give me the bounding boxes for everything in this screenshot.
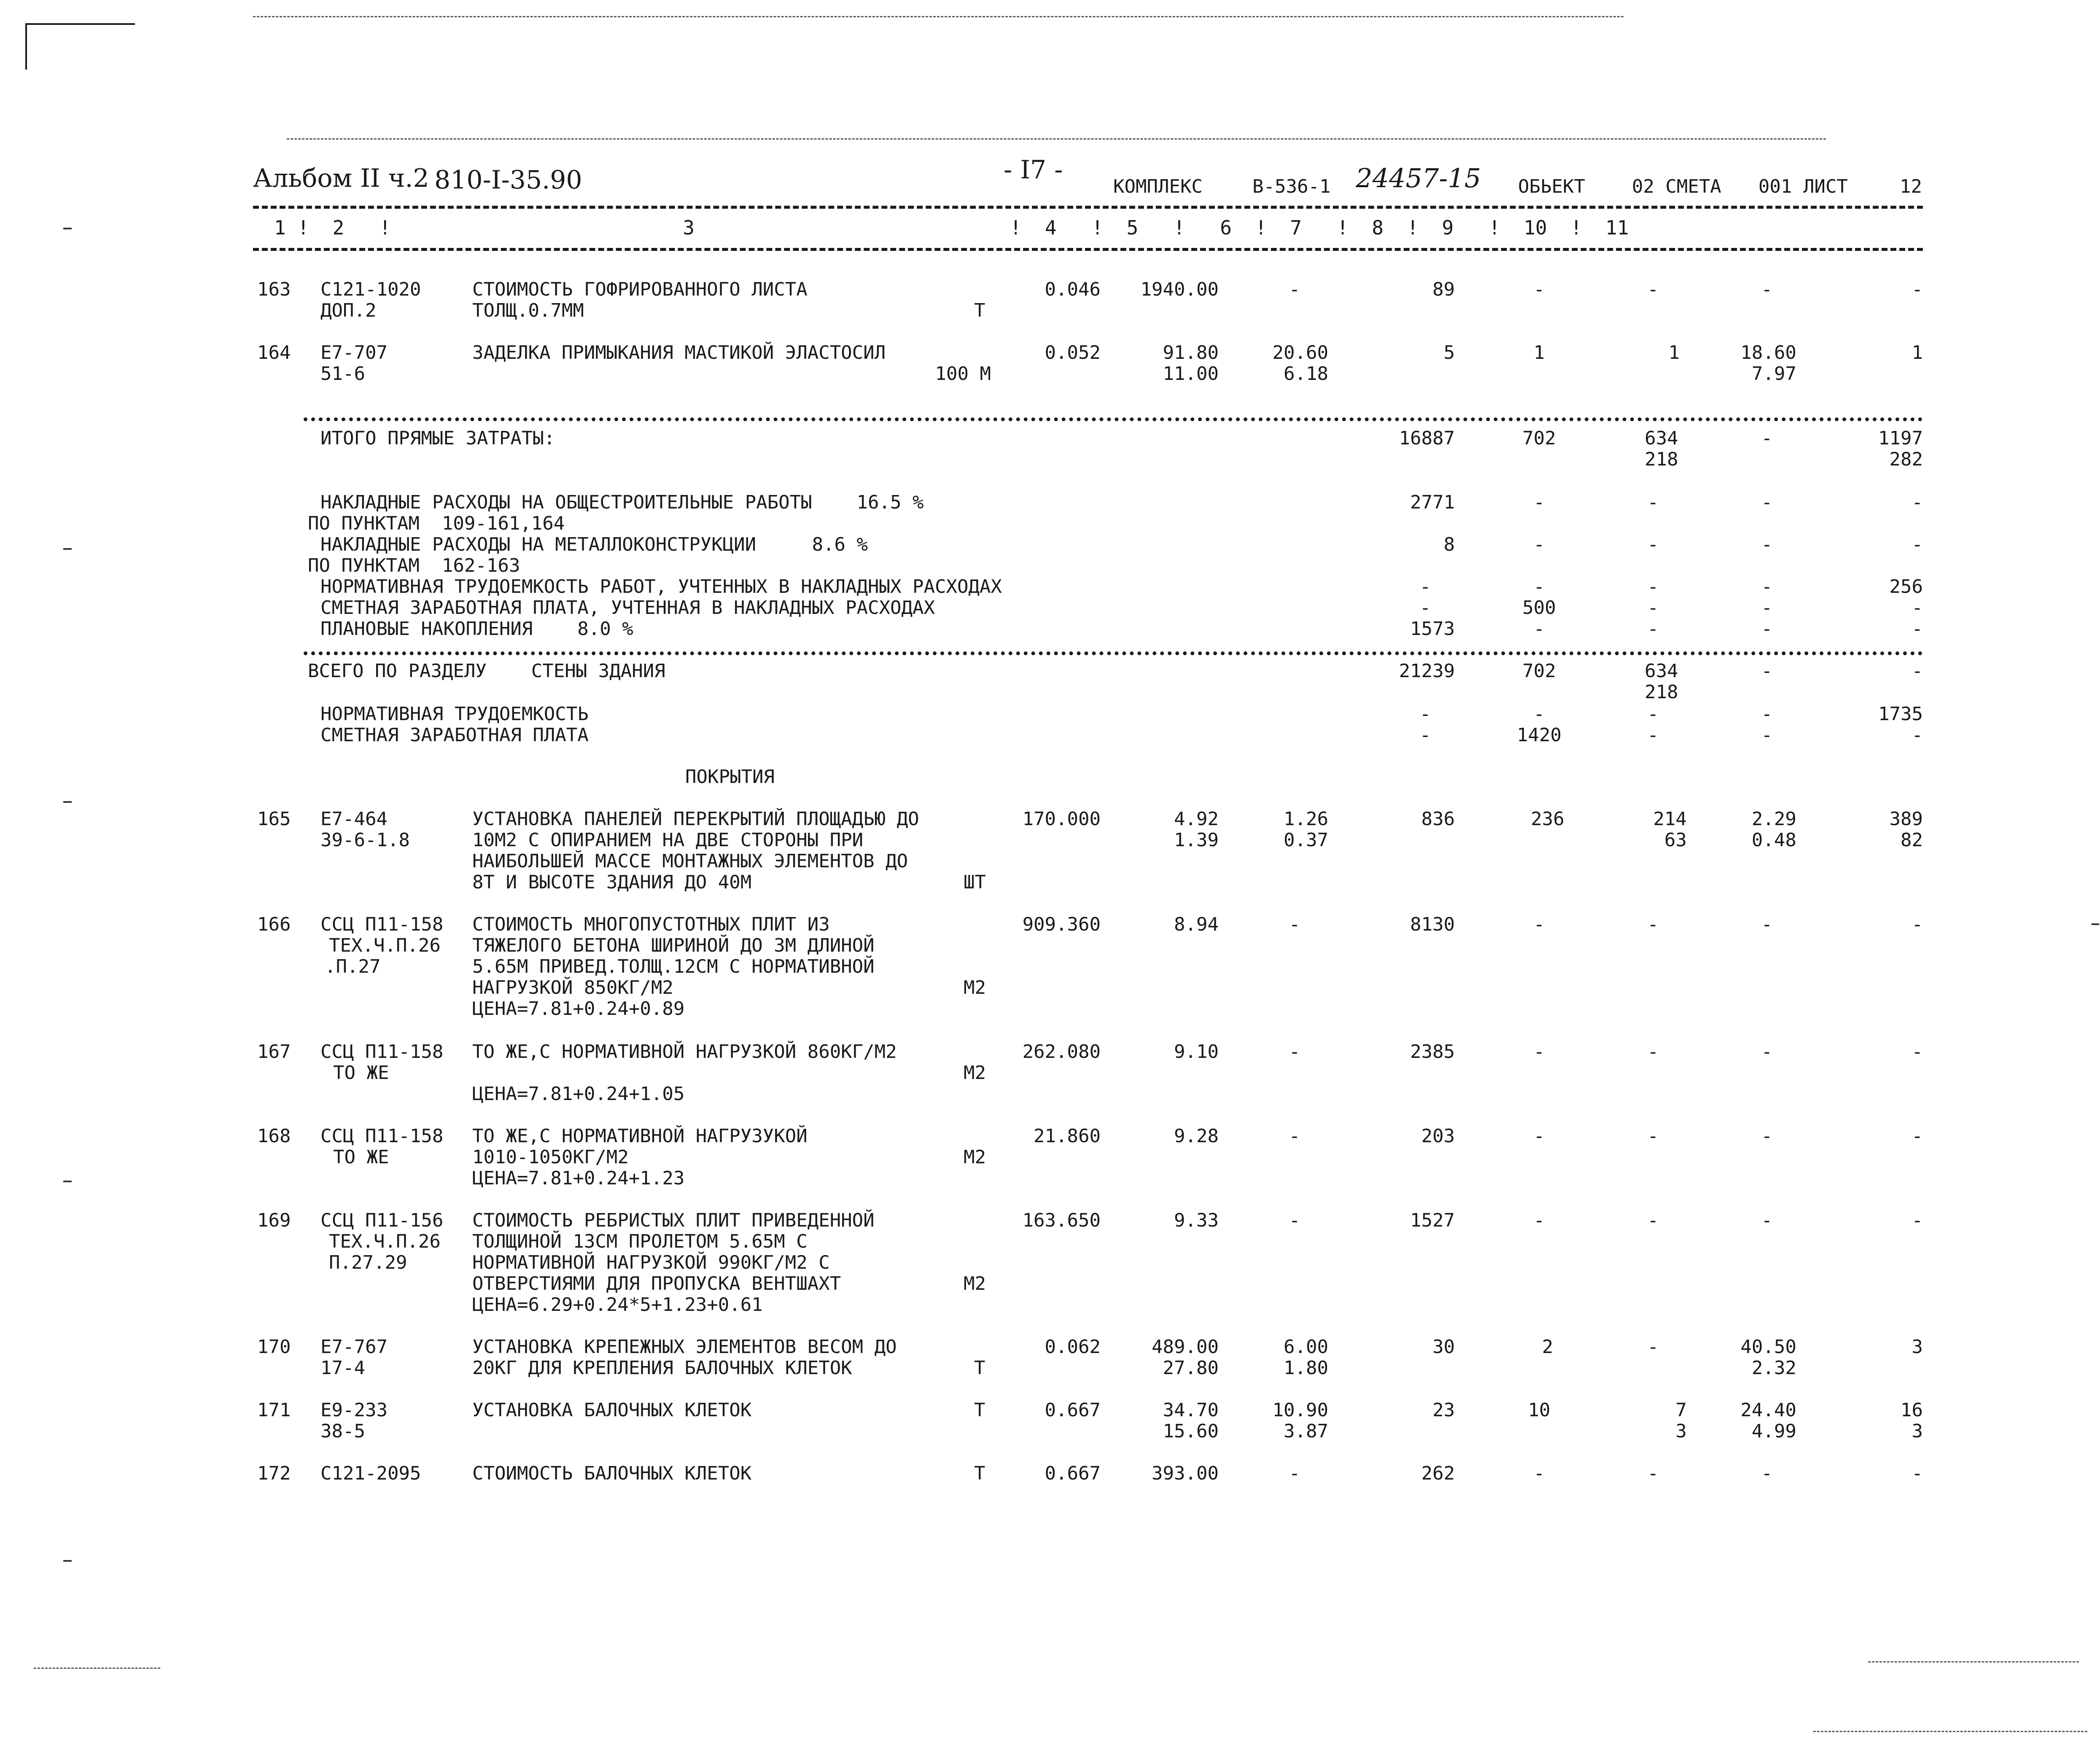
overhead-col8: -	[1533, 618, 1545, 640]
row-description: ТО ЖЕ,С НОРМАТИВНОЙ НАГРУЗКОЙ 860КГ/М2	[472, 1041, 897, 1063]
row-code-extra: ТО ЖЕ	[333, 1146, 389, 1168]
cell-col10: -	[1761, 279, 1773, 300]
vsego-col7: 21239	[1399, 660, 1455, 682]
cell-col7: 1527	[1410, 1210, 1455, 1231]
column-header: 1 ! 2 ! 3 ! 4 ! 5 ! 6 ! 7 ! 8 ! 9 ! 10 ! 11	[274, 216, 1629, 239]
cell-col6-sub: 3.87	[1284, 1420, 1328, 1442]
corner-mark-left	[25, 23, 27, 70]
cell-col11: -	[1912, 1041, 1923, 1063]
cell-col9: -	[1647, 914, 1659, 935]
itogo-label: ИТОГО ПРЯМЫЕ ЗАТРАТЫ:	[320, 428, 555, 449]
norm-col7: -	[1419, 703, 1431, 725]
row-description: СТОИМОСТЬ МНОГОПУСТОТНЫХ ПЛИТ ИЗ	[472, 914, 830, 935]
cell-col8: -	[1533, 914, 1545, 935]
row-unit: ШТ	[964, 872, 986, 893]
overhead-col7: 2771	[1410, 492, 1455, 513]
overhead-col9: -	[1647, 597, 1659, 619]
cell-col10: -	[1761, 1125, 1773, 1147]
cell-col8: -	[1533, 279, 1545, 300]
cell-qty: 0.667	[1045, 1399, 1101, 1421]
cell-col5: 4.92	[1174, 808, 1219, 830]
row-code-extra: .П.27	[325, 956, 381, 977]
project-code: 810-I-35.90	[434, 165, 582, 195]
cell-col10: 18.60	[1740, 342, 1796, 363]
cell-col6: -	[1289, 1210, 1300, 1231]
row-number: 168	[257, 1125, 291, 1147]
cell-col6: -	[1289, 1041, 1300, 1063]
corner-mark-top	[25, 23, 135, 25]
overhead-line: СМЕТНАЯ ЗАРАБОТНАЯ ПЛАТА, УЧТЕННАЯ В НАКЛАДНЫХ РАСХОДАХ	[320, 597, 935, 619]
overhead-line: НАКЛАДНЫЕ РАСХОДЫ НА ОБЩЕСТРОИТЕЛЬНЫЕ РАБОТЫ 16.5 %	[320, 492, 924, 513]
overhead-col11: 256	[1889, 576, 1923, 597]
row-code-extra: ТЕХ.Ч.П.26	[329, 935, 441, 956]
margin-tick	[2092, 923, 2099, 925]
row-description: НОРМАТИВНОЙ НАГРУЗКОЙ 990КГ/М2 С	[472, 1252, 830, 1273]
cell-col6: 20.60	[1272, 342, 1328, 363]
row-code: Е9-233	[320, 1399, 388, 1421]
header-rule-top	[253, 206, 1923, 209]
cell-col9: -	[1647, 1463, 1659, 1484]
cell-col7: 23	[1432, 1399, 1455, 1421]
norm-col8: 1420	[1517, 724, 1562, 746]
cell-qty: 0.046	[1045, 279, 1101, 300]
row-description: ТОЛЩ.0.7ММ	[472, 300, 584, 321]
row-description: 20КГ ДЛЯ КРЕПЛЕНИЯ БАЛОЧНЫХ КЛЕТОК	[472, 1357, 852, 1379]
overhead-line: НАКЛАДНЫЕ РАСХОДЫ НА МЕТАЛЛОКОНСТРУКЦИИ 8.6 %	[320, 534, 868, 555]
row-code: Е7-464	[320, 808, 388, 830]
cell-col10: 2.29	[1752, 808, 1796, 830]
cell-col9: 214	[1653, 808, 1687, 830]
cell-col7: 203	[1421, 1125, 1455, 1147]
cell-col8: 10	[1528, 1399, 1551, 1421]
cell-col7: 2385	[1410, 1041, 1455, 1063]
vsego-col9-sub: 218	[1645, 681, 1678, 703]
header-rule-bottom	[253, 248, 1923, 251]
row-code-extra: ТЕХ.Ч.П.26	[329, 1231, 441, 1252]
cell-col5-sub: 15.60	[1163, 1420, 1219, 1442]
cell-col7: 5	[1443, 342, 1455, 363]
cell-col5: 9.33	[1174, 1210, 1219, 1231]
cell-col7: 30	[1432, 1336, 1455, 1358]
overhead-col9: -	[1647, 618, 1659, 640]
cell-col5: 34.70	[1163, 1399, 1219, 1421]
bottom-scan-line	[1868, 1661, 2079, 1663]
obekt-value: 02 СМЕТА	[1632, 176, 1721, 197]
cell-col8: 2	[1542, 1336, 1553, 1358]
row-code-extra: 38-5	[320, 1420, 365, 1442]
cell-col11-sub: 82	[1901, 829, 1923, 851]
row-description: СТОИМОСТЬ БАЛОЧНЫХ КЛЕТОК	[472, 1463, 752, 1484]
norm-col11: -	[1912, 724, 1923, 746]
cell-col10: -	[1761, 1210, 1773, 1231]
cell-col8: -	[1533, 1463, 1545, 1484]
overhead-col7: -	[1419, 576, 1431, 597]
overhead-col8: -	[1533, 492, 1545, 513]
row-unit: Т	[974, 1399, 985, 1421]
album-label: Альбом II ч.2	[253, 164, 429, 193]
row-code-extra: П.27.29	[329, 1252, 407, 1273]
dotted-separator	[304, 417, 1923, 421]
norm-line: НОРМАТИВНАЯ ТРУДОЕМКОСТЬ	[320, 703, 589, 725]
vsego-col10: -	[1761, 660, 1773, 682]
obekt-label: ОБЬЕКТ	[1518, 176, 1585, 197]
overhead-col7: 1573	[1410, 618, 1455, 640]
cell-col6: -	[1289, 914, 1300, 935]
cell-qty: 0.667	[1045, 1463, 1101, 1484]
overhead-col9: -	[1647, 492, 1659, 513]
overhead-col11: -	[1912, 534, 1923, 555]
row-description: 8Т И ВЫСОТЕ ЗДАНИЯ ДО 40М	[472, 872, 752, 893]
cell-col9: -	[1647, 1210, 1659, 1231]
row-code-extra: 17-4	[320, 1357, 365, 1379]
row-description: СТОИМОСТЬ ГОФРИРОВАННОГО ЛИСТА	[472, 279, 808, 300]
row-code: ССЦ П11-158	[320, 914, 444, 935]
kompleks-value: В-536-1	[1252, 176, 1331, 197]
smeta-value: 001 ЛИСТ	[1758, 176, 1848, 197]
list-value: 12	[1900, 176, 1922, 197]
row-description: 5.65М ПРИВЕД.ТОЛЩ.12СМ С НОРМАТИВНОЙ	[472, 956, 875, 977]
row-number: 171	[257, 1399, 291, 1421]
row-number: 169	[257, 1210, 291, 1231]
row-description: ОТВЕРСТИЯМИ ДЛЯ ПРОПУСКА ВЕНТШАХТ	[472, 1273, 841, 1294]
overhead-line: ПЛАНОВЫЕ НАКОПЛЕНИЯ 8.0 %	[320, 618, 633, 640]
row-description: ЗАДЕЛКА ПРИМЫКАНИЯ МАСТИКОЙ ЭЛАСТОСИЛ	[472, 342, 886, 363]
cell-col11: 389	[1889, 808, 1923, 830]
vsego-label: ВСЕГО ПО РАЗДЕЛУ СТЕНЫ ЗДАНИЯ	[308, 660, 665, 682]
cell-col8: -	[1533, 1125, 1545, 1147]
norm-col8: -	[1533, 703, 1545, 725]
norm-col7: -	[1419, 724, 1431, 746]
row-number: 170	[257, 1336, 291, 1358]
cell-col9: 7	[1675, 1399, 1687, 1421]
vsego-col8: 702	[1522, 660, 1556, 682]
cell-col5: 8.94	[1174, 914, 1219, 935]
cell-col8: -	[1533, 1210, 1545, 1231]
vsego-col11: -	[1912, 660, 1923, 682]
margin-tick	[63, 1181, 72, 1182]
cell-col8: 1	[1533, 342, 1545, 363]
cell-col11: 3	[1912, 1336, 1923, 1358]
cell-col10-sub: 4.99	[1752, 1420, 1796, 1442]
overhead-col9: -	[1647, 576, 1659, 597]
overhead-line: ПО ПУНКТАМ 109-161,164	[308, 513, 565, 534]
norm-col10: -	[1761, 703, 1773, 725]
row-code: С121-2095	[320, 1463, 421, 1484]
overhead-col7: -	[1419, 597, 1431, 619]
cell-qty: 262.080	[1022, 1041, 1101, 1063]
row-unit: М2	[964, 1146, 986, 1168]
cell-col10: -	[1761, 1041, 1773, 1063]
cell-col9: -	[1647, 1125, 1659, 1147]
cell-qty: 909.360	[1022, 914, 1101, 935]
margin-tick	[63, 801, 72, 803]
row-description: ЦЕНА=7.81+0.24+1.23	[472, 1168, 685, 1189]
row-unit: М2	[964, 1273, 986, 1294]
dotted-separator	[304, 651, 1923, 655]
cell-col6-sub: 0.37	[1284, 829, 1328, 851]
row-code: ССЦ П11-156	[320, 1210, 444, 1231]
margin-tick	[63, 548, 72, 550]
itogo-col9: 634	[1645, 428, 1678, 449]
cell-col5: 91.80	[1163, 342, 1219, 363]
row-code: ССЦ П11-158	[320, 1041, 444, 1063]
cell-col11: 16	[1901, 1399, 1923, 1421]
handwritten-number: 24457-15	[1356, 163, 1481, 194]
vsego-col9: 634	[1645, 660, 1678, 682]
cell-col11: -	[1912, 1463, 1923, 1484]
margin-tick	[63, 228, 72, 229]
cell-col10: -	[1761, 1463, 1773, 1484]
cell-qty: 163.650	[1022, 1210, 1101, 1231]
cell-col5: 489.00	[1152, 1336, 1219, 1358]
cell-col5-sub: 11.00	[1163, 363, 1219, 385]
cell-qty: 0.052	[1045, 342, 1101, 363]
section-title: ПОКРЫТИЯ	[685, 766, 775, 788]
overhead-col8: -	[1533, 534, 1545, 555]
cell-col10-sub: 0.48	[1752, 829, 1796, 851]
cell-col6: -	[1289, 1125, 1300, 1147]
itogo-col8: 702	[1522, 428, 1556, 449]
upper-scan-line	[287, 138, 1826, 140]
overhead-col7: 8	[1443, 534, 1455, 555]
row-unit: Т	[974, 1357, 985, 1379]
overhead-col10: -	[1761, 597, 1773, 619]
cell-col11: -	[1912, 1125, 1923, 1147]
norm-line: СМЕТНАЯ ЗАРАБОТНАЯ ПЛАТА	[320, 724, 589, 746]
cell-col9-sub: 3	[1675, 1420, 1687, 1442]
cell-col7: 262	[1421, 1463, 1455, 1484]
cell-col6: 6.00	[1284, 1336, 1328, 1358]
overhead-col11: -	[1912, 492, 1923, 513]
overhead-col8: -	[1533, 576, 1545, 597]
cell-col9: -	[1647, 1041, 1659, 1063]
overhead-col11: -	[1912, 597, 1923, 619]
cell-col6: 1.26	[1284, 808, 1328, 830]
row-unit: 100 М	[935, 363, 991, 385]
cell-col10: 40.50	[1740, 1336, 1796, 1358]
row-description: УСТАНОВКА КРЕПЕЖНЫХ ЭЛЕМЕНТОВ ВЕСОМ ДО	[472, 1336, 897, 1358]
row-number: 167	[257, 1041, 291, 1063]
itogo-col7: 16887	[1399, 428, 1455, 449]
overhead-col10: -	[1761, 492, 1773, 513]
itogo-col10: -	[1761, 428, 1773, 449]
cell-col7: 836	[1421, 808, 1455, 830]
overhead-col9: -	[1647, 534, 1659, 555]
row-description: ТО ЖЕ,С НОРМАТИВНОЙ НАГРУЗУКОЙ	[472, 1125, 808, 1147]
cell-col5-sub: 27.80	[1163, 1357, 1219, 1379]
row-unit: Т	[974, 1463, 985, 1484]
top-scan-line	[253, 16, 1623, 17]
overhead-col11: -	[1912, 618, 1923, 640]
overhead-line: НОРМАТИВНАЯ ТРУДОЕМКОСТЬ РАБОТ, УЧТЕННЫХ В НАКЛАДНЫХ РАСХОДАХ	[320, 576, 1002, 597]
overhead-col10: -	[1761, 576, 1773, 597]
kompleks-label: КОМПЛЕКС	[1113, 176, 1203, 197]
cell-col9: -	[1647, 279, 1659, 300]
cell-col10: 24.40	[1740, 1399, 1796, 1421]
itogo-col9-sub: 218	[1645, 449, 1678, 470]
row-description: СТОИМОСТЬ РЕБРИСТЫХ ПЛИТ ПРИВЕДЕННОЙ	[472, 1210, 875, 1231]
cell-col6: 10.90	[1272, 1399, 1328, 1421]
row-code-extra: 39-6-1.8	[320, 829, 410, 851]
cell-col11-sub: 3	[1912, 1420, 1923, 1442]
cell-col6: -	[1289, 1463, 1300, 1484]
row-number: 172	[257, 1463, 291, 1484]
cell-col9: 1	[1668, 342, 1680, 363]
cell-col10-sub: 7.97	[1752, 363, 1796, 385]
row-description: НАИБОЛЬШЕЙ МАССЕ МОНТАЖНЫХ ЭЛЕМЕНТОВ ДО	[472, 850, 908, 872]
row-code: Е7-707	[320, 342, 388, 363]
overhead-line: ПО ПУНКТАМ 162-163	[308, 555, 520, 576]
row-code: С121-1020	[320, 279, 421, 300]
row-description: ТОЛЩИНОЙ 13СМ ПРОЛЕТОМ 5.65М С	[472, 1231, 808, 1252]
margin-tick	[63, 1560, 72, 1562]
row-description: ТЯЖЕЛОГО БЕТОНА ШИРИНОЙ ДО 3М ДЛИНОЙ	[472, 935, 875, 956]
overhead-col10: -	[1761, 534, 1773, 555]
overhead-col10: -	[1761, 618, 1773, 640]
bottom-scan-line	[1813, 1731, 2087, 1732]
cell-col5: 393.00	[1152, 1463, 1219, 1484]
cell-col7: 8130	[1410, 914, 1455, 935]
row-description: УСТАНОВКА БАЛОЧНЫХ КЛЕТОК	[472, 1399, 752, 1421]
row-number: 165	[257, 808, 291, 830]
cell-qty: 170.000	[1022, 808, 1101, 830]
row-code: ССЦ П11-158	[320, 1125, 444, 1147]
cell-col10: -	[1761, 914, 1773, 935]
row-description: ЦЕНА=7.81+0.24+0.89	[472, 998, 685, 1020]
row-description: ЦЕНА=7.81+0.24+1.05	[472, 1083, 685, 1105]
row-unit: М2	[964, 977, 986, 998]
itogo-col11-sub: 282	[1889, 449, 1923, 470]
norm-col9: -	[1647, 724, 1659, 746]
cell-col8: 236	[1531, 808, 1564, 830]
cell-col6-sub: 6.18	[1284, 363, 1328, 385]
bottom-scan-line	[34, 1668, 160, 1669]
cell-col9-sub: 63	[1664, 829, 1687, 851]
cell-col5: 9.28	[1174, 1125, 1219, 1147]
row-description: УСТАНОВКА ПАНЕЛЕЙ ПЕРЕКРЫТИЙ ПЛОЩАДЬЮ ДО	[472, 808, 919, 830]
row-unit: М2	[964, 1062, 986, 1084]
cell-col11: 1	[1912, 342, 1923, 363]
cell-col7: 89	[1432, 279, 1455, 300]
row-description: ЦЕНА=6.29+0.24*5+1.23+0.61	[472, 1294, 763, 1316]
row-description: 10М2 С ОПИРАНИЕМ НА ДВЕ СТОРОНЫ ПРИ	[472, 829, 864, 851]
cell-col6-sub: 1.80	[1284, 1357, 1328, 1379]
cell-col6: -	[1289, 279, 1300, 300]
cell-col11: -	[1912, 279, 1923, 300]
row-number: 164	[257, 342, 291, 363]
itogo-col11: 1197	[1878, 428, 1923, 449]
cell-col9: -	[1647, 1336, 1659, 1358]
cell-qty: 0.062	[1045, 1336, 1101, 1358]
row-description: НАГРУЗКОЙ 850КГ/М2	[472, 977, 673, 998]
cell-col5: 1940.00	[1140, 279, 1219, 300]
row-number: 163	[257, 279, 291, 300]
cell-col5: 9.10	[1174, 1041, 1219, 1063]
cell-col8: -	[1533, 1041, 1545, 1063]
norm-col9: -	[1647, 703, 1659, 725]
row-code-extra: ДОП.2	[320, 300, 377, 321]
norm-col10: -	[1761, 724, 1773, 746]
norm-col11: 1735	[1878, 703, 1923, 725]
cell-col10-sub: 2.32	[1752, 1357, 1796, 1379]
row-code-extra: ТО ЖЕ	[333, 1062, 389, 1084]
row-number: 166	[257, 914, 291, 935]
cell-col11: -	[1912, 914, 1923, 935]
row-code-extra: 51-6	[320, 363, 365, 385]
cell-col5-sub: 1.39	[1174, 829, 1219, 851]
row-code: Е7-767	[320, 1336, 388, 1358]
cell-qty: 21.860	[1034, 1125, 1101, 1147]
row-description: 1010-1050КГ/М2	[472, 1146, 629, 1168]
row-unit: Т	[974, 300, 985, 321]
overhead-col8: 500	[1522, 597, 1556, 619]
cell-col11: -	[1912, 1210, 1923, 1231]
page-number: - I7 -	[1004, 155, 1063, 185]
